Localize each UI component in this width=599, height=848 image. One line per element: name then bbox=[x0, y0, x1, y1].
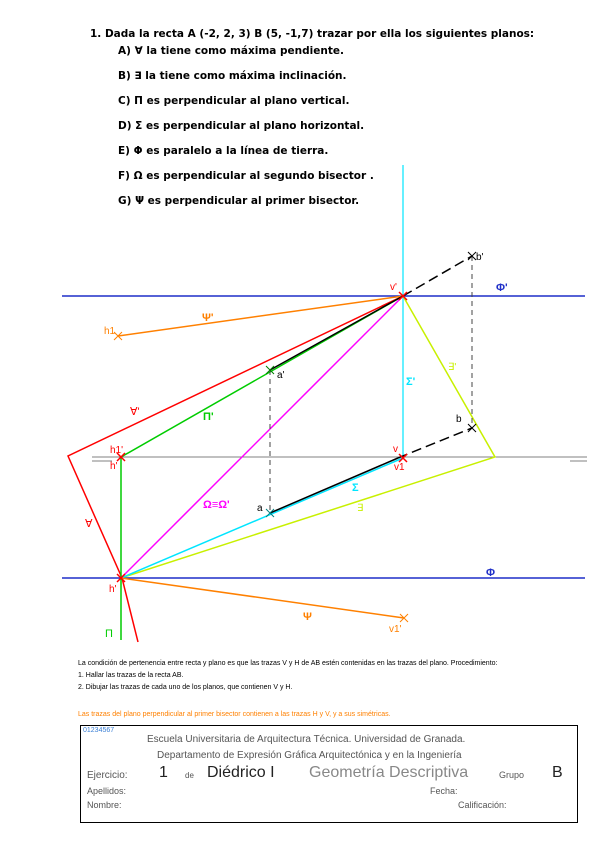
exists-trace bbox=[121, 296, 495, 578]
label-psi-prime: Ψ' bbox=[202, 312, 214, 324]
item-b: B) ∃ la tiene como máxima inclinación. bbox=[118, 70, 347, 82]
grade-label: Calificación: bbox=[458, 800, 507, 810]
label-b: b bbox=[456, 414, 462, 425]
label-omega: Ω≡Ω' bbox=[203, 499, 230, 511]
group-label: Grupo bbox=[499, 770, 525, 780]
note-line-2: 1. Hallar las trazas de la recta AB. bbox=[78, 672, 184, 679]
item-d: D) Σ es perpendicular al plano horizontal. bbox=[118, 120, 365, 132]
exercise-number: 1 bbox=[159, 764, 168, 781]
label-forall-prime: ∀' bbox=[130, 406, 140, 418]
label-v: v bbox=[393, 444, 398, 455]
label-pi: Π bbox=[105, 628, 113, 640]
label-h1: h1 bbox=[104, 326, 116, 337]
name-label: Nombre: bbox=[87, 800, 122, 810]
line-ab-ext bbox=[398, 428, 472, 458]
label-phi-prime: Φ' bbox=[496, 282, 508, 294]
label-h1-prime: h1' bbox=[110, 445, 124, 456]
label-pi-prime: Π' bbox=[203, 411, 214, 423]
psi-trace bbox=[121, 578, 404, 618]
topic: Diédrico I bbox=[207, 764, 275, 781]
label-h-prime-bottom: h' bbox=[109, 584, 117, 595]
label-exists: ∃ bbox=[357, 503, 364, 514]
footer-code: 01234567 bbox=[83, 727, 115, 734]
exercise-label: Ejercicio: bbox=[87, 770, 128, 781]
point-b bbox=[468, 424, 476, 432]
surname-label: Apellidos: bbox=[87, 786, 127, 796]
label-forall: ∀ bbox=[85, 518, 93, 530]
department-name: Departamento de Expresión Gráfica Arquitectónica y en la Ingeniería bbox=[157, 750, 462, 761]
label-phi: Φ bbox=[486, 567, 496, 579]
label-v1-prime: v1' bbox=[389, 624, 402, 635]
omega-trace bbox=[121, 296, 403, 578]
note-line-1: La condición de pertenencia entre recta y plano es que las trazas V y H de AB estén contenidas en las trazas del plano. Procedimiento: bbox=[78, 660, 498, 667]
school-name: Escuela Universitaria de Arquitectura Técnica. Universidad de Granada. bbox=[147, 734, 466, 745]
label-v1: v1 bbox=[394, 462, 405, 473]
footer-box bbox=[80, 725, 578, 823]
item-f: F) Ω es perpendicular al segundo bisector . bbox=[118, 170, 374, 182]
forall-trace bbox=[68, 296, 403, 642]
label-psi: Ψ bbox=[303, 611, 312, 623]
label-sigma-prime: Σ' bbox=[406, 376, 416, 388]
item-e: E) Φ es paralelo a la línea de tierra. bbox=[118, 145, 329, 157]
sigma-trace bbox=[121, 458, 403, 578]
label-v-prime: v' bbox=[390, 282, 397, 293]
de-label: de bbox=[185, 771, 194, 780]
note-orange: Las trazas del plano perpendicular al primer bisector contienen a las trazas H y V, y a sus simétricas. bbox=[78, 711, 391, 718]
item-g: G) Ψ es perpendicular al primer bisector. bbox=[118, 195, 360, 207]
line-ab bbox=[270, 458, 398, 513]
label-sigma: Σ bbox=[352, 482, 359, 494]
label-a: a bbox=[257, 503, 263, 514]
note-line-3: 2. Dibujar las trazas de cada uno de los planos, que contienen V y H. bbox=[78, 684, 293, 691]
date-label: Fecha: bbox=[430, 786, 458, 796]
pi-trace bbox=[121, 296, 403, 640]
group-value: B bbox=[552, 764, 563, 781]
line-ab-prime bbox=[270, 296, 403, 370]
subject: Geometría Descriptiva bbox=[309, 764, 469, 781]
item-a: A) ∀ la tiene como máxima pendiente. bbox=[118, 45, 344, 57]
label-a-prime: a' bbox=[277, 370, 285, 381]
line-ab-prime-ext bbox=[403, 256, 472, 296]
item-c: C) Π es perpendicular al plano vertical. bbox=[118, 95, 350, 107]
label-h-prime-top: h' bbox=[110, 461, 118, 472]
problem-title: 1. Dada la recta A (-2, 2, 3) B (5, -1,7) trazar por ella los siguientes planos: bbox=[90, 28, 535, 40]
label-exists-prime: ∃' bbox=[448, 362, 457, 373]
label-b-prime: b' bbox=[476, 252, 484, 263]
